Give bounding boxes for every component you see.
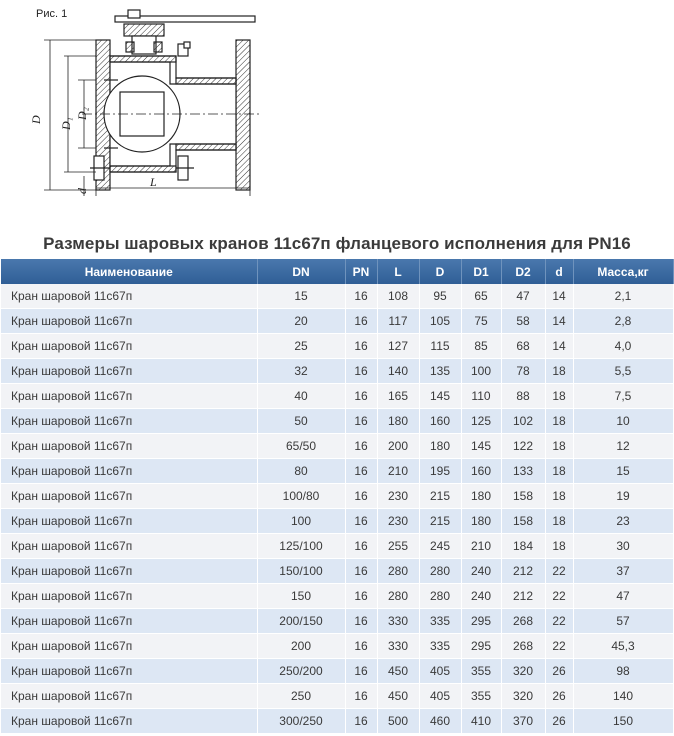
cell-l: 255 xyxy=(377,534,419,559)
cell-dn: 100/80 xyxy=(257,484,345,509)
cell-name: Кран шаровой 11с67п xyxy=(1,334,257,359)
cell-name: Кран шаровой 11с67п xyxy=(1,409,257,434)
table-row xyxy=(1,334,673,359)
cell-mass: 47 xyxy=(573,584,673,609)
cell-mass: 2,8 xyxy=(573,309,673,334)
header-mass: Масса,кг xyxy=(573,259,673,284)
cell-mass: 4,0 xyxy=(573,334,673,359)
cell-d: 195 xyxy=(419,459,461,484)
cell-d1: 65 xyxy=(461,284,501,309)
cell-dn: 20 xyxy=(257,309,345,334)
cell-d2: 58 xyxy=(501,309,545,334)
cell-dn: 300/250 xyxy=(257,709,345,734)
cell-d: 95 xyxy=(419,284,461,309)
table-row xyxy=(1,434,673,459)
cell-dn: 32 xyxy=(257,359,345,384)
cell-d2: 158 xyxy=(501,509,545,534)
cell-l: 210 xyxy=(377,459,419,484)
cell-l: 180 xyxy=(377,409,419,434)
cell-pn: 16 xyxy=(345,284,377,309)
table-row xyxy=(1,684,673,709)
table-row xyxy=(1,559,673,584)
table-header-row xyxy=(1,259,673,284)
table-row xyxy=(1,709,673,734)
cell-d1: 295 xyxy=(461,609,501,634)
cell-pn: 16 xyxy=(345,484,377,509)
cell-d1: 240 xyxy=(461,559,501,584)
cell-dn: 150 xyxy=(257,584,345,609)
cell-d2: 88 xyxy=(501,384,545,409)
cell-small-d: 18 xyxy=(545,409,573,434)
cell-pn: 16 xyxy=(345,634,377,659)
cell-name: Кран шаровой 11с67п xyxy=(1,684,257,709)
cell-small-d: 22 xyxy=(545,584,573,609)
cell-name: Кран шаровой 11с67п xyxy=(1,284,257,309)
cell-dn: 250/200 xyxy=(257,659,345,684)
cell-d: 405 xyxy=(419,684,461,709)
cell-dn: 150/100 xyxy=(257,559,345,584)
cell-name: Кран шаровой 11с67п xyxy=(1,484,257,509)
cell-small-d: 18 xyxy=(545,434,573,459)
cell-l: 500 xyxy=(377,709,419,734)
table-row xyxy=(1,484,673,509)
cell-small-d: 22 xyxy=(545,559,573,584)
cell-small-d: 22 xyxy=(545,634,573,659)
cell-d2: 133 xyxy=(501,459,545,484)
svg-text:d: d xyxy=(75,188,89,194)
cell-l: 450 xyxy=(377,684,419,709)
cell-d: 105 xyxy=(419,309,461,334)
cell-small-d: 18 xyxy=(545,509,573,534)
cell-name: Кран шаровой 11с67п xyxy=(1,609,257,634)
cell-d2: 370 xyxy=(501,709,545,734)
cell-d: 135 xyxy=(419,359,461,384)
cell-pn: 16 xyxy=(345,409,377,434)
cell-d1: 240 xyxy=(461,584,501,609)
cell-d1: 295 xyxy=(461,634,501,659)
cell-d2: 320 xyxy=(501,684,545,709)
cell-mass: 19 xyxy=(573,484,673,509)
cell-d1: 145 xyxy=(461,434,501,459)
cell-l: 230 xyxy=(377,509,419,534)
table-row xyxy=(1,309,673,334)
cell-d2: 158 xyxy=(501,484,545,509)
cell-dn: 40 xyxy=(257,384,345,409)
table-row xyxy=(1,359,673,384)
cell-l: 230 xyxy=(377,484,419,509)
cell-pn: 16 xyxy=(345,684,377,709)
cell-d: 180 xyxy=(419,434,461,459)
cell-d1: 355 xyxy=(461,659,501,684)
cell-dn: 80 xyxy=(257,459,345,484)
valve-dimensions-table xyxy=(1,259,674,734)
cell-mass: 5,5 xyxy=(573,359,673,384)
cell-dn: 100 xyxy=(257,509,345,534)
cell-d2: 212 xyxy=(501,559,545,584)
cell-d: 460 xyxy=(419,709,461,734)
cell-name: Кран шаровой 11с67п xyxy=(1,584,257,609)
cell-l: 330 xyxy=(377,609,419,634)
cell-mass: 45,3 xyxy=(573,634,673,659)
cell-pn: 16 xyxy=(345,534,377,559)
cell-dn: 50 xyxy=(257,409,345,434)
cell-l: 108 xyxy=(377,284,419,309)
cell-pn: 16 xyxy=(345,659,377,684)
valve-cross-section-icon xyxy=(0,0,674,228)
cell-d2: 47 xyxy=(501,284,545,309)
cell-l: 140 xyxy=(377,359,419,384)
cell-small-d: 22 xyxy=(545,609,573,634)
table-row xyxy=(1,459,673,484)
cell-small-d: 26 xyxy=(545,659,573,684)
cell-mass: 10 xyxy=(573,409,673,434)
cell-l: 200 xyxy=(377,434,419,459)
cell-small-d: 26 xyxy=(545,684,573,709)
cell-d1: 85 xyxy=(461,334,501,359)
cell-d: 405 xyxy=(419,659,461,684)
table-row xyxy=(1,284,673,309)
cell-d: 335 xyxy=(419,609,461,634)
table-row xyxy=(1,584,673,609)
header-l: L xyxy=(377,259,419,284)
cell-name: Кран шаровой 11с67п xyxy=(1,559,257,584)
table-row xyxy=(1,634,673,659)
cell-l: 165 xyxy=(377,384,419,409)
header-small-d: d xyxy=(545,259,573,284)
cell-pn: 16 xyxy=(345,509,377,534)
table-row xyxy=(1,609,673,634)
cell-d: 160 xyxy=(419,409,461,434)
cell-name: Кран шаровой 11с67п xyxy=(1,659,257,684)
cell-pn: 16 xyxy=(345,559,377,584)
cell-name: Кран шаровой 11с67п xyxy=(1,384,257,409)
cell-d2: 320 xyxy=(501,659,545,684)
cell-d1: 210 xyxy=(461,534,501,559)
cell-pn: 16 xyxy=(345,434,377,459)
cell-d2: 268 xyxy=(501,609,545,634)
header-dn: DN xyxy=(257,259,345,284)
cell-mass: 12 xyxy=(573,434,673,459)
cell-pn: 16 xyxy=(345,384,377,409)
cell-mass: 2,1 xyxy=(573,284,673,309)
cell-small-d: 14 xyxy=(545,309,573,334)
cell-dn: 15 xyxy=(257,284,345,309)
table-row xyxy=(1,384,673,409)
cell-dn: 125/100 xyxy=(257,534,345,559)
cell-mass: 30 xyxy=(573,534,673,559)
cell-pn: 16 xyxy=(345,584,377,609)
cell-dn: 200 xyxy=(257,634,345,659)
cell-name: Кран шаровой 11с67п xyxy=(1,709,257,734)
cell-d2: 68 xyxy=(501,334,545,359)
cell-mass: 140 xyxy=(573,684,673,709)
header-pn: PN xyxy=(345,259,377,284)
cell-d1: 355 xyxy=(461,684,501,709)
cell-small-d: 18 xyxy=(545,459,573,484)
cell-pn: 16 xyxy=(345,459,377,484)
cell-name: Кран шаровой 11с67п xyxy=(1,359,257,384)
cell-d1: 75 xyxy=(461,309,501,334)
cell-d2: 184 xyxy=(501,534,545,559)
header-name: Наименование xyxy=(1,259,257,284)
cell-d: 215 xyxy=(419,484,461,509)
cell-d1: 160 xyxy=(461,459,501,484)
cell-l: 280 xyxy=(377,584,419,609)
cell-name: Кран шаровой 11с67п xyxy=(1,509,257,534)
cell-dn: 250 xyxy=(257,684,345,709)
cell-d2: 102 xyxy=(501,409,545,434)
cell-d2: 122 xyxy=(501,434,545,459)
header-d1: D1 xyxy=(461,259,501,284)
header-d: D xyxy=(419,259,461,284)
valve-drawing xyxy=(0,0,674,228)
cell-mass: 98 xyxy=(573,659,673,684)
header-d2: D2 xyxy=(501,259,545,284)
cell-pn: 16 xyxy=(345,609,377,634)
cell-d: 145 xyxy=(419,384,461,409)
cell-l: 450 xyxy=(377,659,419,684)
cell-d2: 212 xyxy=(501,584,545,609)
cell-dn: 200/150 xyxy=(257,609,345,634)
cell-small-d: 18 xyxy=(545,484,573,509)
table-row xyxy=(1,659,673,684)
cell-pn: 16 xyxy=(345,309,377,334)
cell-d1: 180 xyxy=(461,484,501,509)
svg-text:L: L xyxy=(150,175,157,189)
table-body xyxy=(1,284,673,734)
cell-l: 117 xyxy=(377,309,419,334)
cell-d2: 78 xyxy=(501,359,545,384)
svg-text:D₁: D₁ xyxy=(59,117,73,130)
cell-small-d: 26 xyxy=(545,709,573,734)
cell-small-d: 18 xyxy=(545,384,573,409)
cell-d: 115 xyxy=(419,334,461,359)
cell-mass: 37 xyxy=(573,559,673,584)
cell-d: 280 xyxy=(419,559,461,584)
svg-text:D: D xyxy=(29,115,43,124)
cell-name: Кран шаровой 11с67п xyxy=(1,434,257,459)
cell-small-d: 14 xyxy=(545,284,573,309)
cell-d: 280 xyxy=(419,584,461,609)
cell-d1: 110 xyxy=(461,384,501,409)
table-row xyxy=(1,409,673,434)
cell-small-d: 14 xyxy=(545,334,573,359)
cell-d1: 410 xyxy=(461,709,501,734)
cell-name: Кран шаровой 11с67п xyxy=(1,534,257,559)
table-title: Размеры шаровых кранов 11с67п фланцевого исполнения для PN16 xyxy=(43,234,631,253)
cell-mass: 7,5 xyxy=(573,384,673,409)
cell-name: Кран шаровой 11с67п xyxy=(1,459,257,484)
cell-pn: 16 xyxy=(345,359,377,384)
cell-l: 127 xyxy=(377,334,419,359)
svg-text:D₂: D₂ xyxy=(75,107,89,120)
cell-name: Кран шаровой 11с67п xyxy=(1,309,257,334)
cell-d2: 268 xyxy=(501,634,545,659)
cell-d1: 100 xyxy=(461,359,501,384)
cell-d1: 180 xyxy=(461,509,501,534)
cell-d1: 125 xyxy=(461,409,501,434)
table-row xyxy=(1,534,673,559)
table-row xyxy=(1,509,673,534)
cell-d: 245 xyxy=(419,534,461,559)
figure-label: Рис. 1 xyxy=(36,8,68,20)
cell-mass: 150 xyxy=(573,709,673,734)
cell-pn: 16 xyxy=(345,334,377,359)
cell-small-d: 18 xyxy=(545,359,573,384)
cell-l: 280 xyxy=(377,559,419,584)
cell-mass: 15 xyxy=(573,459,673,484)
cell-dn: 65/50 xyxy=(257,434,345,459)
cell-d: 335 xyxy=(419,634,461,659)
cell-name: Кран шаровой 11с67п xyxy=(1,634,257,659)
cell-mass: 57 xyxy=(573,609,673,634)
cell-d: 215 xyxy=(419,509,461,534)
cell-l: 330 xyxy=(377,634,419,659)
cell-pn: 16 xyxy=(345,709,377,734)
cell-small-d: 18 xyxy=(545,534,573,559)
cell-dn: 25 xyxy=(257,334,345,359)
cell-mass: 23 xyxy=(573,509,673,534)
